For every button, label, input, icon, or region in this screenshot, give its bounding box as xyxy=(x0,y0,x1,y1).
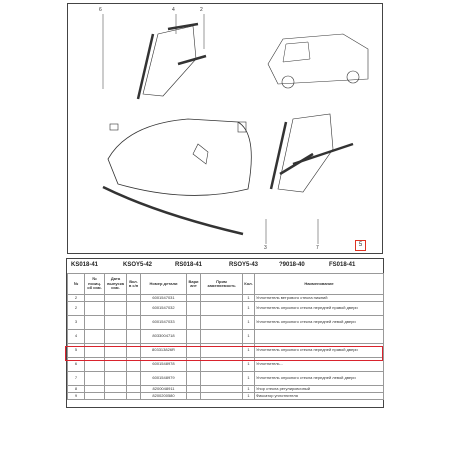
part-number: 6001547031 xyxy=(141,295,187,302)
ref-number: 4 xyxy=(172,7,175,13)
table-row xyxy=(68,372,384,386)
quantity: 1 xyxy=(243,344,255,358)
part-name: Уплотнитель... xyxy=(255,358,384,372)
quantity: 1 xyxy=(243,386,255,393)
row-number: 2 xyxy=(68,302,85,316)
part-number: 6001548979 xyxy=(141,372,187,386)
table-row xyxy=(68,393,384,400)
part-name: Уплотнитель ветрового стекла нижний xyxy=(255,295,384,302)
part-number: 803313826R xyxy=(141,344,187,358)
parts-list xyxy=(67,273,384,400)
ref-number: 7 xyxy=(316,245,319,251)
model-code: RSOY5-43 xyxy=(229,262,259,268)
part-name: Фиксатор уплотнителя xyxy=(255,393,384,400)
part-name: Уплотнитель опускного стекла передней правой двери xyxy=(255,302,384,316)
model-code: FS018-41 xyxy=(329,262,356,268)
quantity: 1 xyxy=(243,295,255,302)
quantity: 1 xyxy=(243,393,255,400)
table-row xyxy=(68,295,384,302)
table-row xyxy=(68,386,384,393)
col-header: Дата выпуска изм. xyxy=(105,274,127,295)
col-header: Номер детали xyxy=(141,274,187,295)
quantity: 1 xyxy=(243,302,255,316)
part-number: 8200048911 xyxy=(141,386,187,393)
quantity: 1 xyxy=(243,316,255,330)
part-name: Упор стекла регулировочный xyxy=(255,386,384,393)
col-header: Наименование xyxy=(255,274,384,295)
row-number: 8 xyxy=(68,386,85,393)
quantity: 1 xyxy=(243,330,255,344)
quantity: 1 xyxy=(243,372,255,386)
col-header: Вари ант xyxy=(187,274,201,295)
part-number: 6001547032 xyxy=(141,302,187,316)
model-code: KS018-41 xyxy=(71,262,99,268)
ref-number: 3 xyxy=(264,245,267,251)
table-row xyxy=(68,316,384,330)
part-name: Уплотнитель опускного стекла передней правой двери xyxy=(255,344,384,358)
quantity: 1 xyxy=(243,358,255,372)
row-number: 5 xyxy=(68,344,85,358)
part-name: Уплотнитель опускного стекла передней левой двери xyxy=(255,372,384,386)
model-code: RS018-41 xyxy=(175,262,203,268)
model-code: KSOY5-42 xyxy=(123,262,153,268)
row-number: 6 xyxy=(68,358,85,372)
row-number: 7 xyxy=(68,372,85,386)
part-number: 8033004718 xyxy=(141,330,187,344)
table-header-row xyxy=(68,274,384,295)
row-number: 3 xyxy=(68,316,85,330)
col-header: № позиц. об изм. xyxy=(85,274,105,295)
col-header: № xyxy=(68,274,85,295)
page-number-badge: 5 xyxy=(355,240,366,251)
part-name: Уплотнитель опускного стекла передней левой двери xyxy=(255,316,384,330)
parts-diagram xyxy=(67,3,383,254)
col-header: Вкл. в с/п xyxy=(127,274,141,295)
col-header: Прим заменяемость xyxy=(201,274,243,295)
ref-number: 2 xyxy=(200,7,203,13)
windshield-seal-diagram xyxy=(68,4,384,255)
table-row-highlighted xyxy=(68,344,384,358)
table-row xyxy=(68,330,384,344)
part-name xyxy=(255,330,384,344)
ref-number: 6 xyxy=(99,7,102,13)
model-code: ?9018-40 xyxy=(279,262,305,268)
part-number: 6001547033 xyxy=(141,316,187,330)
row-number: 4 xyxy=(68,330,85,344)
part-number: 8200200580 xyxy=(141,393,187,400)
part-number: 6001548978 xyxy=(141,358,187,372)
model-codes-row xyxy=(67,259,383,274)
table-row xyxy=(68,358,384,372)
table-row xyxy=(68,302,384,316)
row-number: 9 xyxy=(68,393,85,400)
parts-table xyxy=(66,258,384,408)
col-header: Кол. xyxy=(243,274,255,295)
row-number: 2 xyxy=(68,295,85,302)
